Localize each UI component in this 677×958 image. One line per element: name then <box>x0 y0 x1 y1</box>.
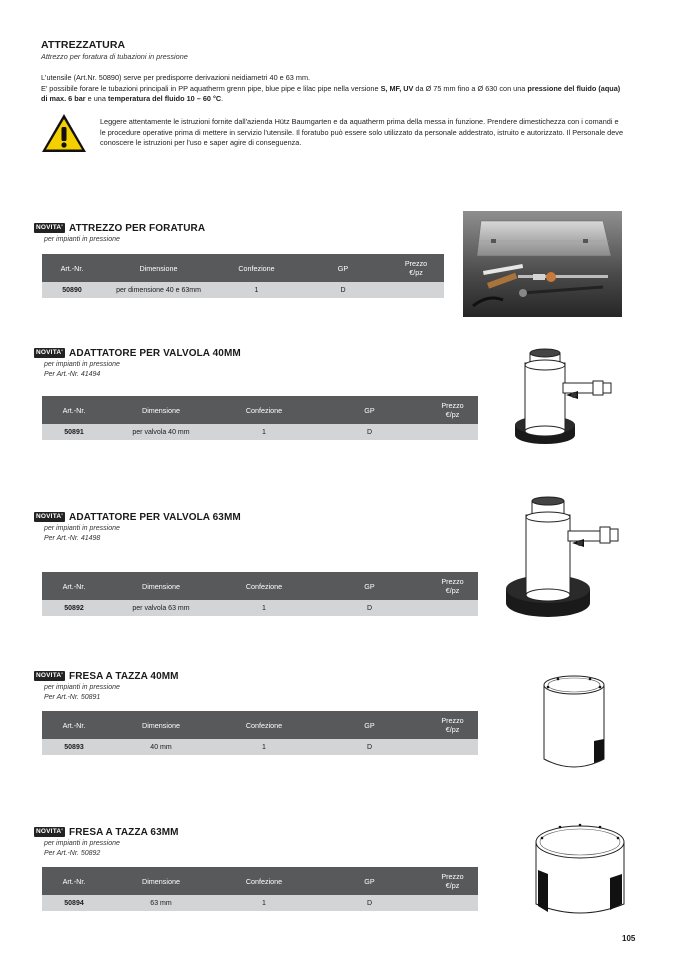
table-row: 50890 per dimensione 40 e 63mm 1 D <box>42 282 444 298</box>
col-conf: Confezione <box>245 876 283 886</box>
col-conf: Confezione <box>245 720 283 730</box>
section-note: per impianti in pressione <box>44 236 120 243</box>
col-conf: Confezione <box>245 581 283 591</box>
section-adattatore-63 <box>34 510 241 544</box>
table-header <box>42 572 478 600</box>
section-note: per impianti in pressione <box>44 684 120 691</box>
col-dim: Dimensione <box>142 405 180 415</box>
hole-saw-40-drawing <box>536 671 612 775</box>
col-gp: GP <box>364 405 375 415</box>
table-header <box>42 867 478 895</box>
valve-adapter-40-drawing <box>500 345 620 457</box>
col-price: Prezzo €/pz <box>441 577 464 595</box>
warning-triangle-icon <box>41 113 87 153</box>
col-dim: Dimensione <box>139 263 178 273</box>
product-table <box>42 711 478 755</box>
col-gp: GP <box>337 263 349 273</box>
col-art: Art.-Nr. <box>62 720 86 730</box>
section-title: FRESA A TAZZA 63MM <box>69 826 179 838</box>
section-note: per impianti in pressione <box>44 840 120 847</box>
section-note: per impianti in pressione <box>44 525 120 532</box>
product-table <box>42 396 478 440</box>
col-dim: Dimensione <box>142 720 180 730</box>
section-note: Per Art.-Nr. 41498 <box>44 535 101 542</box>
section-note: per impianti in pressione <box>44 361 120 368</box>
valve-adapter-63-drawing <box>498 493 628 631</box>
section-title: FRESA A TAZZA 40MM <box>69 670 179 682</box>
product-table <box>42 867 478 911</box>
intro-line-2: E' possibile forare le tubazioni principali in PP aquatherm grenn pipe, blue pipe e lilac pipe nella versione S, MF, UV da Ø 75 mm fino a Ø 630 con una pressione del fluido (aqua) di max. 6 bar e una temperatura del fluido 10 – 60 °C. <box>41 83 621 103</box>
section-title: ATTREZZO PER FORATURA <box>69 222 206 234</box>
col-conf: Confezione <box>238 263 275 273</box>
table-row: 50891 per valvola 40 mm 1 D <box>42 424 478 440</box>
col-price: Prezzo €/pz <box>404 259 428 277</box>
col-art: Art.-Nr. <box>62 581 86 591</box>
col-dim: Dimensione <box>142 876 180 886</box>
col-art: Art.-Nr. <box>62 876 86 886</box>
col-dim: Dimensione <box>142 581 180 591</box>
col-gp: GP <box>364 581 375 591</box>
col-gp: GP <box>364 876 375 886</box>
section-title: ADATTATORE PER VALVOLA 63MM <box>69 511 241 523</box>
section-fresa-40 <box>34 669 179 703</box>
col-price: Prezzo €/pz <box>441 401 464 419</box>
page-number: 105 <box>622 934 636 943</box>
section-attrezzo-foratura <box>34 221 205 245</box>
new-badge: NOVITA' <box>36 672 64 679</box>
drilling-tool-kit-photo <box>463 211 622 317</box>
table-header <box>42 254 444 282</box>
new-badge: NOVITA' <box>36 349 64 356</box>
table-row: 50893 40 mm 1 D <box>42 739 478 755</box>
section-note: Per Art.-Nr. 41494 <box>44 371 101 378</box>
col-conf: Confezione <box>245 405 283 415</box>
product-table <box>42 254 444 298</box>
table-row: 50894 63 mm 1 D <box>42 895 478 911</box>
page-title: ATTREZZATURA <box>41 39 126 51</box>
col-gp: GP <box>364 720 375 730</box>
section-title: ADATTATORE PER VALVOLA 40MM <box>69 347 241 359</box>
table-header <box>42 396 478 424</box>
hole-saw-63-drawing <box>530 818 630 920</box>
new-badge: NOVITA' <box>36 828 64 835</box>
section-adattatore-40 <box>34 346 241 380</box>
col-price: Prezzo €/pz <box>441 716 464 734</box>
col-price: Prezzo €/pz <box>441 872 464 890</box>
col-art: Art.-Nr. <box>60 263 84 273</box>
section-fresa-63 <box>34 825 179 859</box>
page-subtitle: Attrezzo per foratura di tubazioni in pressione <box>41 52 188 61</box>
section-note: Per Art.-Nr. 50892 <box>44 850 101 857</box>
new-badge: NOVITA' <box>36 224 64 231</box>
table-row: 50892 per valvola 63 mm 1 D <box>42 600 478 616</box>
new-badge: NOVITA' <box>36 513 64 520</box>
intro-line-1: L'utensile (Art.Nr. 50890) serve per predisporre derivazioni neidiametri 40 e 63 mm. <box>41 73 311 82</box>
warning-text: Leggere attentamente le istruzioni fornite dall'azienda Hütz Baumgarten e da aquatherm prima della messa in funzione. Prendere dimestichezza con i comandi e le procedure operative prima di mettere in servizio l'utensile. Il foratubo può essere solo utilizzato da personale addestrato, istruito e autorizzato. Il Personale deve conoscere le istruzioni per l'uso e saper agire di conseguenza. <box>100 117 623 147</box>
intro-text <box>41 73 626 105</box>
product-table <box>42 572 478 616</box>
section-note: Per Art.-Nr. 50891 <box>44 694 101 701</box>
table-header <box>42 711 478 739</box>
col-art: Art.-Nr. <box>62 405 86 415</box>
